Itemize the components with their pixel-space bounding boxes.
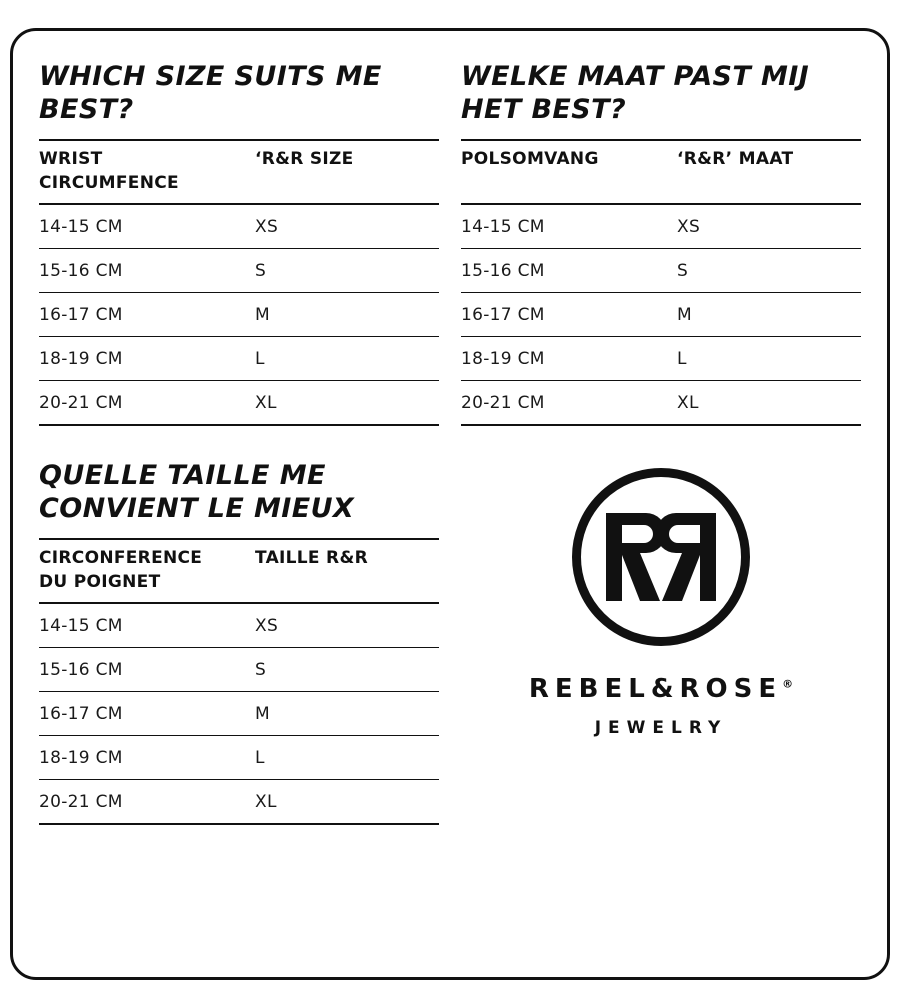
size-table-fr — [39, 460, 439, 825]
cell-size: XL — [245, 381, 439, 426]
table-en-header-size — [245, 140, 439, 204]
cell-measure: 16-17 CM — [39, 692, 245, 736]
table-header-row — [39, 539, 439, 603]
cell-measure: 15-16 CM — [39, 249, 245, 293]
header-line-1: TAILLE R&R — [255, 548, 368, 568]
header-line-1: ‘R&R’ MAAT — [677, 148, 794, 169]
table-en-header-measure — [39, 140, 245, 204]
cell-size: L — [667, 337, 861, 381]
table-fr — [39, 538, 439, 825]
header-line-2 — [461, 171, 667, 195]
table-row — [39, 293, 439, 337]
cell-size: L — [245, 337, 439, 381]
card-inner — [25, 61, 875, 959]
header-line-1: WRIST — [39, 148, 103, 169]
table-header-row — [39, 140, 439, 204]
table-row — [461, 293, 861, 337]
table-nl-body — [461, 204, 861, 425]
table-nl — [461, 139, 861, 426]
top-tables-row — [25, 61, 875, 426]
cell-size: S — [667, 249, 861, 293]
cell-measure: 16-17 CM — [461, 293, 667, 337]
table-nl-head — [461, 140, 861, 204]
cell-size: XS — [245, 204, 439, 249]
bottom-row — [25, 426, 875, 825]
table-nl-header-size — [667, 140, 861, 204]
brand-tagline: JEWELRY — [594, 718, 728, 739]
brand-name-text: REBEL&ROSE — [528, 674, 783, 705]
cell-measure: 14-15 CM — [39, 204, 245, 249]
cell-size: S — [245, 249, 439, 293]
cell-size: M — [667, 293, 861, 337]
table-nl-header-measure — [461, 140, 667, 204]
heading-fr: QUELLE TAILLE ME CONVIENT LE MIEUX — [39, 460, 355, 525]
table-fr-body — [39, 603, 439, 824]
cell-measure: 20-21 CM — [461, 381, 667, 426]
cell-size: XS — [245, 603, 439, 648]
brand-name — [529, 674, 793, 704]
table-row — [39, 337, 439, 381]
brand-logo — [461, 460, 861, 825]
table-row — [39, 736, 439, 780]
header-line-1: CIRCONFERENCE — [39, 548, 203, 568]
table-row — [461, 204, 861, 249]
cell-measure: 18-19 CM — [39, 337, 245, 381]
cell-measure: 14-15 CM — [461, 204, 667, 249]
table-row — [39, 204, 439, 249]
header-line-1: ‘R&R SIZE — [255, 148, 354, 169]
cell-size: L — [245, 736, 439, 780]
cell-measure: 14-15 CM — [39, 603, 245, 648]
cell-measure: 16-17 CM — [39, 293, 245, 337]
table-row — [39, 648, 439, 692]
table-fr-header-size — [245, 539, 439, 603]
table-fr-header-measure — [39, 539, 245, 603]
header-line-2: CIRCUMFENCE — [39, 173, 179, 193]
cell-measure: 15-16 CM — [461, 249, 667, 293]
cell-size: XL — [667, 381, 861, 426]
header-line-1: POLSOMVANG — [461, 148, 599, 169]
cell-measure: 15-16 CM — [39, 648, 245, 692]
table-fr-head — [39, 539, 439, 603]
registered-mark: ® — [782, 677, 794, 691]
size-table-en — [39, 61, 439, 426]
size-table-nl — [461, 61, 861, 426]
table-en-head — [39, 140, 439, 204]
cell-size: M — [245, 692, 439, 736]
table-row — [39, 249, 439, 293]
cell-size: S — [245, 648, 439, 692]
table-row — [461, 249, 861, 293]
table-row — [461, 337, 861, 381]
table-row — [39, 381, 439, 426]
table-row — [39, 603, 439, 648]
heading-nl: WELKE MAAT PAST MIJ HET BEST? — [461, 61, 810, 125]
heading-en: WHICH SIZE SUITS ME BEST? — [39, 61, 382, 125]
table-row — [39, 780, 439, 825]
size-guide-card — [10, 28, 890, 980]
cell-measure: 18-19 CM — [39, 736, 245, 780]
table-en — [39, 139, 439, 426]
cell-size: M — [245, 293, 439, 337]
rr-monogram-icon — [572, 468, 750, 646]
cell-size: XL — [245, 780, 439, 825]
table-row — [39, 692, 439, 736]
cell-measure: 18-19 CM — [461, 337, 667, 381]
cell-measure: 20-21 CM — [39, 381, 245, 426]
table-en-body — [39, 204, 439, 425]
table-header-row — [461, 140, 861, 204]
table-row — [461, 381, 861, 426]
header-line-2: DU POIGNET — [39, 572, 161, 593]
cell-measure: 20-21 CM — [39, 780, 245, 825]
cell-size: XS — [667, 204, 861, 249]
